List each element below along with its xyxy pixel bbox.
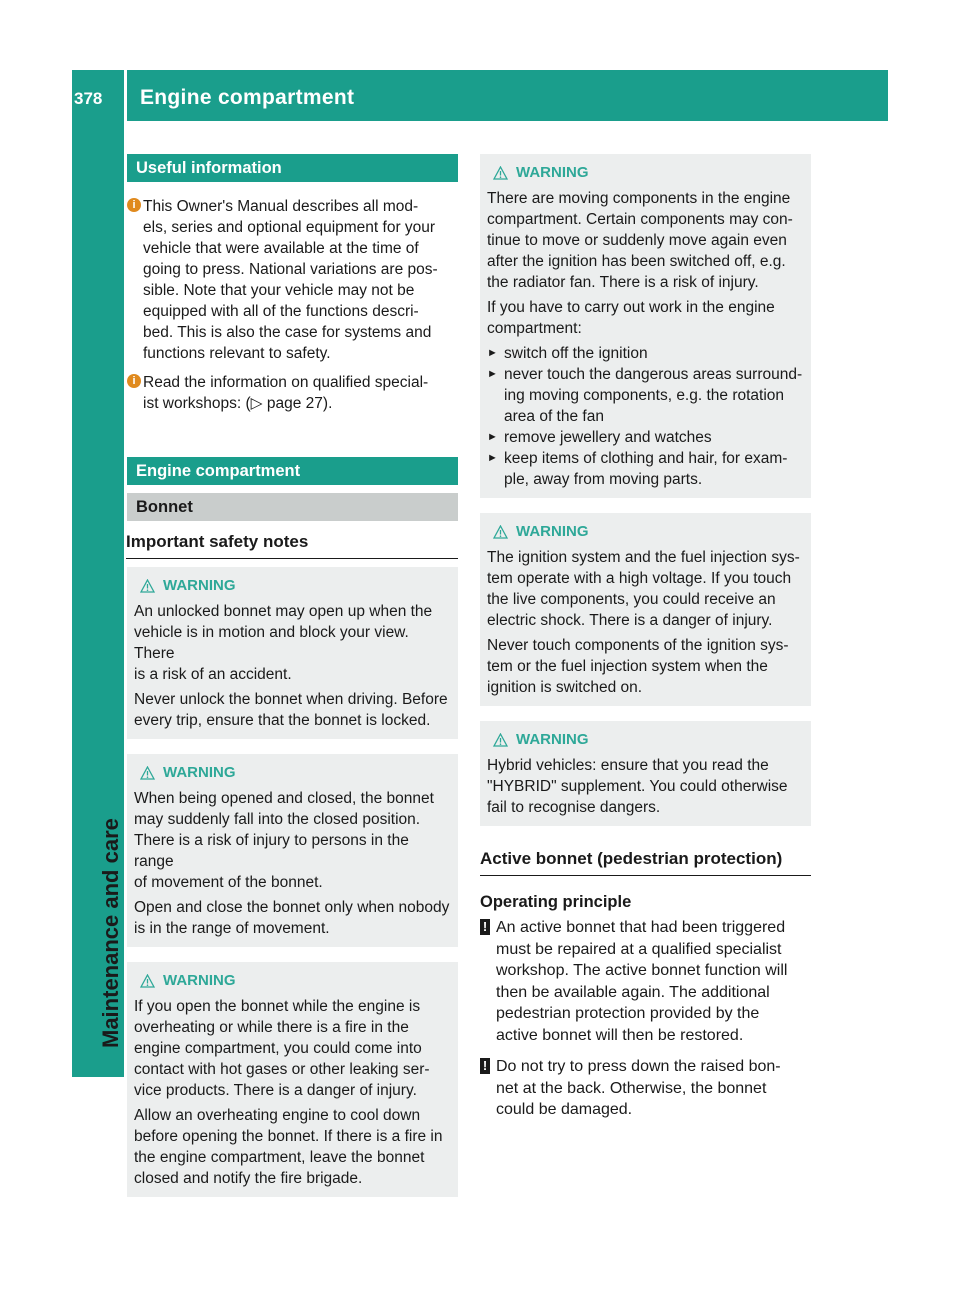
warning-text: There are moving components in the engine compartment. Certain components may con- tinue to move or suddenly move again even after the ignition has been switched off, e.g. the radiator fan. There is a risk of injury. — [487, 190, 793, 291]
list-item: ► keep items of clothing and hair, for exam- ple, away from moving parts. — [487, 450, 788, 488]
warning-bullet-list — [487, 343, 803, 490]
important-safety-notes-heading: Important safety notes — [126, 531, 458, 559]
warning-triangle-icon — [140, 579, 155, 593]
warning-text: Open and close the bonnet only when nobody is in the range of movement. — [134, 899, 450, 937]
caution-note — [480, 1056, 811, 1121]
engine-compartment-heading: Engine compartment — [127, 457, 458, 485]
warning-title: WARNING — [487, 162, 803, 183]
warning-text: If you open the bonnet while the engine is overheating or while there is a fire in the engine compartment, you could come into contact with hot gases or other leaking ser- vice products. There is a danger of injury. — [134, 998, 430, 1099]
warning-text: Never touch components of the ignition sys- tem or the fuel injection system when the ignition is switched on. — [487, 637, 789, 696]
left-column — [127, 154, 458, 1197]
bonnet-heading: Bonnet — [127, 493, 458, 521]
info-note-text: Read the information on qualified special- ist workshops: (▷ page 27). — [143, 374, 429, 412]
side-tab-label: Maintenance and care — [98, 818, 123, 1048]
page-title: Engine compartment — [140, 86, 355, 109]
list-item: ► remove jewellery and watches — [487, 429, 712, 446]
warning-title: WARNING — [487, 729, 803, 750]
warning-text: The ignition system and the fuel injection sys- tem operate with a high voltage. If you touch the live components, you could receive an electric shock. There is a danger of injury. — [487, 549, 800, 629]
warning-triangle-icon — [493, 733, 508, 747]
info-note — [127, 372, 458, 414]
warning-triangle-icon — [493, 166, 508, 180]
caution-note — [480, 917, 811, 1046]
warning-text: If you have to carry out work in the engine compartment: — [487, 299, 775, 337]
warning-box — [127, 962, 458, 1197]
warning-triangle-icon — [493, 525, 508, 539]
warning-box — [480, 154, 811, 498]
info-icon: i — [127, 374, 141, 388]
right-column — [480, 154, 811, 1121]
warning-title: WARNING — [134, 575, 450, 596]
warning-triangle-icon — [140, 766, 155, 780]
warning-box — [480, 721, 811, 826]
warning-box — [127, 567, 458, 739]
exclamation-icon: ! — [480, 1058, 490, 1074]
warning-title: WARNING — [487, 521, 803, 542]
exclamation-icon: ! — [480, 919, 490, 935]
info-note — [127, 196, 458, 364]
useful-info-heading: Useful information — [127, 154, 458, 182]
warning-title: WARNING — [134, 762, 450, 783]
info-note-text: This Owner's Manual describes all mod- els, series and optional equipment for your vehicle that were available at the time of going to press. National variations are pos- sible. Note that your vehicle may not be equipped with all of the functions descri- bed. This is also the case for systems and functions relevant to safety. — [143, 198, 438, 362]
warning-text: An unlocked bonnet may open up when the vehicle is in motion and block your view. There is a risk of an accident. — [134, 603, 433, 683]
warning-triangle-icon — [140, 974, 155, 988]
warning-text: Allow an overheating engine to cool down before opening the bonnet. If there is a fire in the engine compartment, leave the bonnet closed and notify the fire brigade. — [134, 1107, 443, 1187]
header-divider — [124, 70, 127, 121]
list-item: ► switch off the ignition — [487, 345, 648, 362]
warning-text: When being opened and closed, the bonnet may suddenly fall into the closed position. There is a risk of injury to persons in the range of movement of the bonnet. — [134, 790, 434, 891]
warning-box — [480, 513, 811, 706]
warning-title: WARNING — [134, 970, 450, 991]
operating-principle-heading: Operating principle — [480, 893, 632, 911]
caution-note-text: Do not try to press down the raised bon- net at the back. Otherwise, the bonnet could be damaged. — [496, 1058, 781, 1118]
active-bonnet-heading: Active bonnet (pedestrian protection) — [480, 848, 811, 876]
page-number: 378 — [74, 89, 103, 108]
warning-box — [127, 754, 458, 947]
warning-text: Never unlock the bonnet when driving. Before every trip, ensure that the bonnet is locked. — [134, 691, 448, 729]
list-item: ► never touch the dangerous areas surround- ing moving components, e.g. the rotation area of the fan — [487, 366, 803, 425]
info-icon: i — [127, 198, 141, 212]
caution-note-text: An active bonnet that had been triggered must be repaired at a qualified specialist workshop. The active bonnet function will then be available again. The additional pedestrian protection provided by the active bonnet will then be restored. — [496, 919, 788, 1044]
warning-text: Hybrid vehicles: ensure that you read the "HYBRID" supplement. You could otherwise fail to recognise dangers. — [487, 757, 788, 816]
